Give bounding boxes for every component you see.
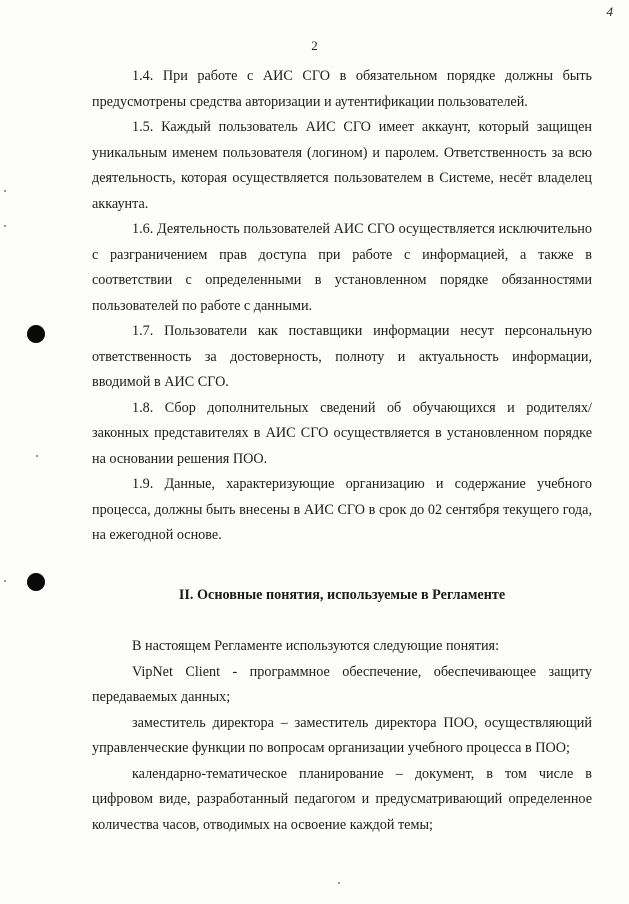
scan-speck — [4, 190, 6, 192]
scan-speck — [36, 455, 38, 457]
paragraph-1-6: 1.6. Деятельность пользователей АИС СГО осуществляется исключительно с разграничением прав доступа при работе с информацией, а также в соответствии с определенными в установленном порядке обязанностями пользователей по работе с данными. — [92, 221, 592, 314]
section-heading: II. Основные понятия, используемые в Регламенте — [178, 586, 506, 603]
punch-hole-top — [27, 325, 45, 343]
page-number: 2 — [311, 38, 318, 53]
scan-speck — [338, 882, 340, 884]
paragraph-1-7: 1.7. Пользователи как поставщики информации несут персональную ответственность за достоверность, полноту и актуальность информации, вводимой в АИС СГО. — [92, 323, 592, 390]
document-body — [92, 64, 592, 838]
paragraph-1-5: 1.5. Каждый пользователь АИС СГО имеет аккаунт, который защищен уникальным именем пользователя (логином) и паролем. Ответственность за всю деятельность, которая осуществляется пользователем в Системе, несёт владелец аккаунта. — [92, 119, 592, 212]
scan-speck — [4, 580, 6, 582]
corner-handwritten-mark: 4 — [606, 4, 613, 19]
paragraph-1-9: 1.9. Данные, характеризующие организацию и содержание учебного процесса, должны быть внесены в АИС СГО в срок до 02 сентября текущего года, на ежегодной основе. — [92, 476, 592, 543]
definition-vipnet-client: VipNet Client - программное обеспечение, обеспечивающее защиту передаваемых данных; — [92, 663, 592, 705]
definition-deputy-director: заместитель директора – заместитель директора ПОО, осуществляющий управленческие функции по вопросам организации учебного процесса в ПОО; — [92, 714, 592, 756]
paragraph-1-4: 1.4. При работе с АИС СГО в обязательном порядке должны быть предусмотрены средства авторизации и аутентификации пользователей. — [92, 68, 592, 110]
definition-calendar-planning: календарно-тематическое планирование – документ, в том числе в цифровом виде, разработанный педагогом и предусматривающий определенное количества часов, отводимых на освоение каждой темы; — [92, 765, 592, 833]
punch-hole-bottom — [27, 573, 45, 591]
paragraph-1-8: 1.8. Сбор дополнительных сведений об обучающихся и родителях/законных представителях в АИС СГО осуществляется в установленном порядке на основании решения ПОО. — [92, 399, 592, 467]
scan-speck — [4, 225, 6, 227]
definitions-intro: В настоящем Регламенте используются следующие понятия: — [132, 638, 500, 654]
